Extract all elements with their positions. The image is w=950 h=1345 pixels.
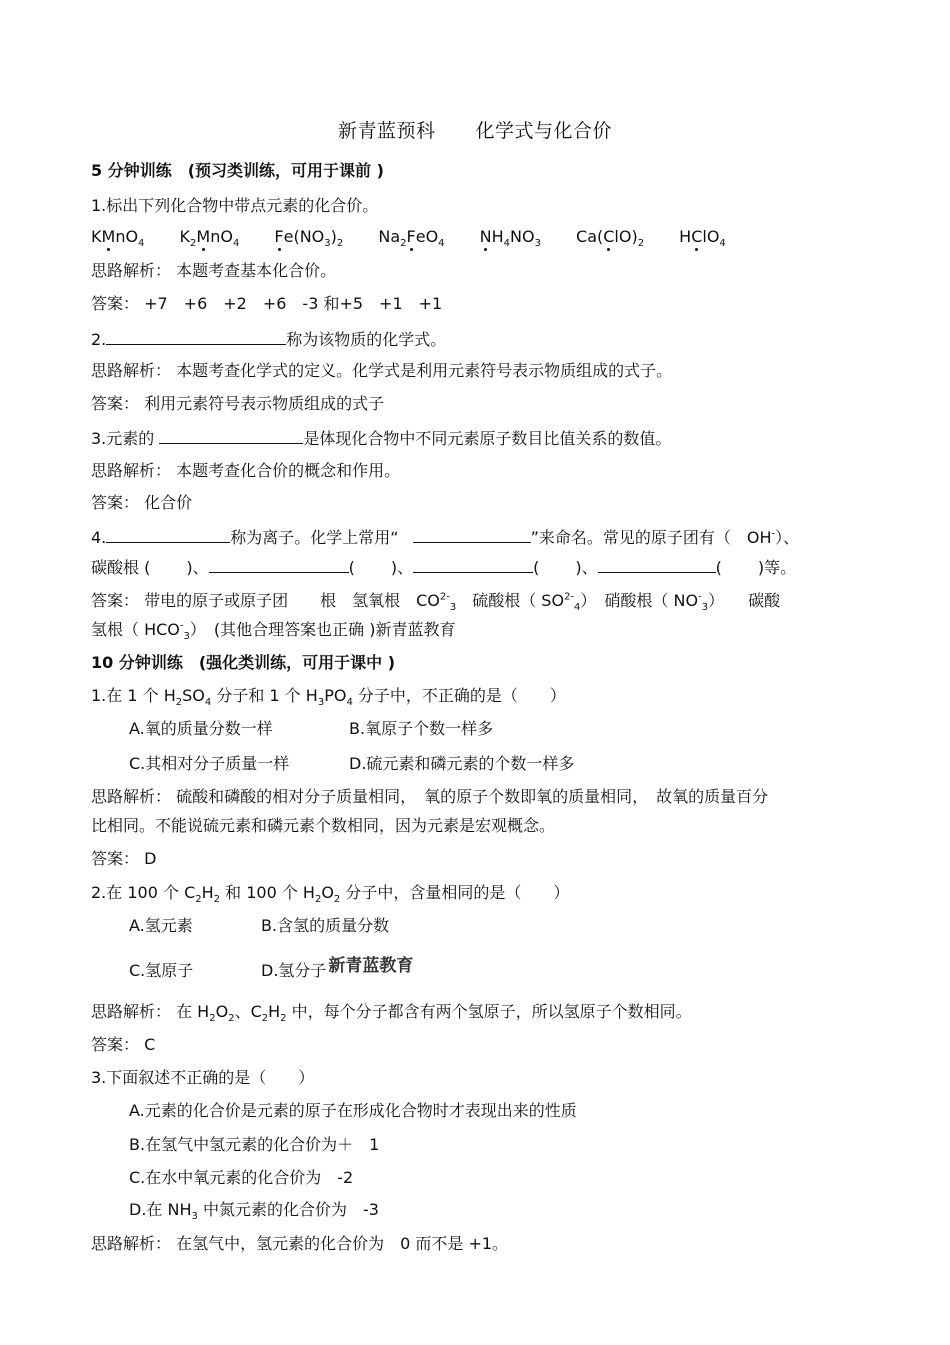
p2-options-cd: C.氢原子 D.氢分子 新青蓝教育	[129, 956, 414, 980]
p3-option-c: C.在水中氧元素的化合价为 -2	[129, 1168, 354, 1187]
p3-analysis: 思路解析： 在氢气中，氢元素的化合价为 0 而不是 +1。	[91, 1234, 509, 1253]
q1-analysis: 思路解析： 本题考查基本化合价。	[91, 261, 337, 280]
q1-stem: 1.标出下列化合物中带点元素的化合价。	[91, 196, 379, 215]
q4-answer-line2: 氢根（ $HCO^-_3$） (其他合理答案也正确 )新青蓝教育	[91, 620, 456, 643]
p1-answer: 答案： D	[91, 849, 157, 868]
formula-na2feo4: $Na_2FeO_4$	[378, 227, 445, 250]
q3-analysis: 思路解析： 本题考查化合价的概念和作用。	[91, 461, 401, 480]
blank	[413, 556, 533, 573]
q4-stem-line2: 碳酸根 ( )、 ( )、 ( )、 ( )等。	[91, 558, 797, 577]
p1-analysis-line2: 比相同。不能说硫元素和磷元素个数相同，因为元素是宏观概念。	[91, 816, 556, 835]
p3-stem: 3.下面叙述不正确的是（ ）	[91, 1068, 315, 1087]
q1-formula-row	[91, 226, 756, 248]
blank	[209, 556, 349, 573]
p2-stem: 2.在 100 个 $C_2H_2$ 和 100 个 $H_2O_2$ 分子中，含量相同的是（ ）	[91, 883, 570, 906]
formula-feno32: $Fe(NO_3)_2$	[274, 227, 344, 250]
formula-caclo2: $Ca(ClO)_2$	[576, 227, 645, 250]
q2-analysis: 思路解析： 本题考查化学式的定义。化学式是利用元素符号表示物质组成的式子。	[91, 361, 673, 380]
formula-k2mno4: $K_2MnO_4$	[179, 227, 240, 250]
p2-analysis: 思路解析： 在 $H_2O_2$、$C_2H_2$ 中，每个分子都含有两个氢原子，所以氢原子个数相同。	[91, 1002, 692, 1025]
p2-options-ab: A.氢元素 B.含氢的质量分数	[129, 916, 390, 935]
formula-nh4no3: $NH_4NO_3$	[479, 227, 541, 250]
p3-option-b: B.在氢气中氢元素的化合价为＋ 1	[129, 1135, 380, 1154]
blank	[413, 526, 531, 543]
q4-answer-line1: 答案： 带电的原子或原子团 根 氢氧根 $CO^{2-}_3$ 硫酸根（ $SO^{2-}_4$） 硝酸根（ $NO^-_3$） 碳酸	[91, 591, 781, 614]
q3-answer: 答案： 化合价	[91, 493, 193, 512]
page-title	[0, 116, 950, 143]
p1-options-ab: A.氧的质量分数一样 B.氧原子个数一样多	[129, 719, 494, 738]
watermark-stamp: 新青蓝教育	[328, 956, 414, 976]
blank	[106, 328, 286, 345]
p1-analysis-line1: 思路解析： 硫酸和磷酸的相对分子质量相同， 氧的原子个数即氧的质量相同， 故氧的质量百分	[91, 787, 769, 806]
title-right: 化学式与化合价	[475, 120, 613, 142]
title-left: 新青蓝预科	[337, 120, 436, 142]
q4-stem-line1: 4. 称为离子。化学上常用“ ”来命名。常见的原子团有（ OH-）、	[91, 528, 800, 547]
p1-options-cd: C.其相对分子质量一样 D.硫元素和磷元素的个数一样多	[129, 754, 575, 773]
p1-stem: 1.在 1 个 $H_2SO_4$ 分子和 1 个 $H_3PO_4$ 分子中，不正确的是（ ）	[91, 686, 566, 709]
blank	[598, 556, 716, 573]
q2-stem: 2. 称为该物质的化学式。	[91, 330, 447, 349]
formula-hclo4: HClO$_4$	[679, 227, 726, 250]
blank	[159, 427, 303, 444]
blank	[106, 526, 230, 543]
p3-option-d: D.在 $NH_3$ 中氮元素的化合价为 -3	[129, 1200, 379, 1223]
q1-answer: 答案： +7 +6 +2 +6 -3 和+5 +1 +1	[91, 294, 443, 313]
section-10min-heading: 10 分钟训练 (强化类训练，可用于课中 )	[91, 653, 396, 672]
p3-option-a: A.元素的化合价是元素的原子在形成化合物时才表现出来的性质	[129, 1101, 577, 1120]
q3-stem: 3.元素的 是体现化合物中不同元素原子数目比值关系的数值。	[91, 429, 672, 448]
section-5min-heading: 5 分钟训练 (预习类训练，可用于课前 )	[91, 161, 384, 180]
formula-kmno4: KMnO$_4$	[91, 227, 145, 250]
p2-answer: 答案： C	[91, 1035, 156, 1054]
q2-answer: 答案： 利用元素符号表示物质组成的式子	[91, 394, 385, 413]
